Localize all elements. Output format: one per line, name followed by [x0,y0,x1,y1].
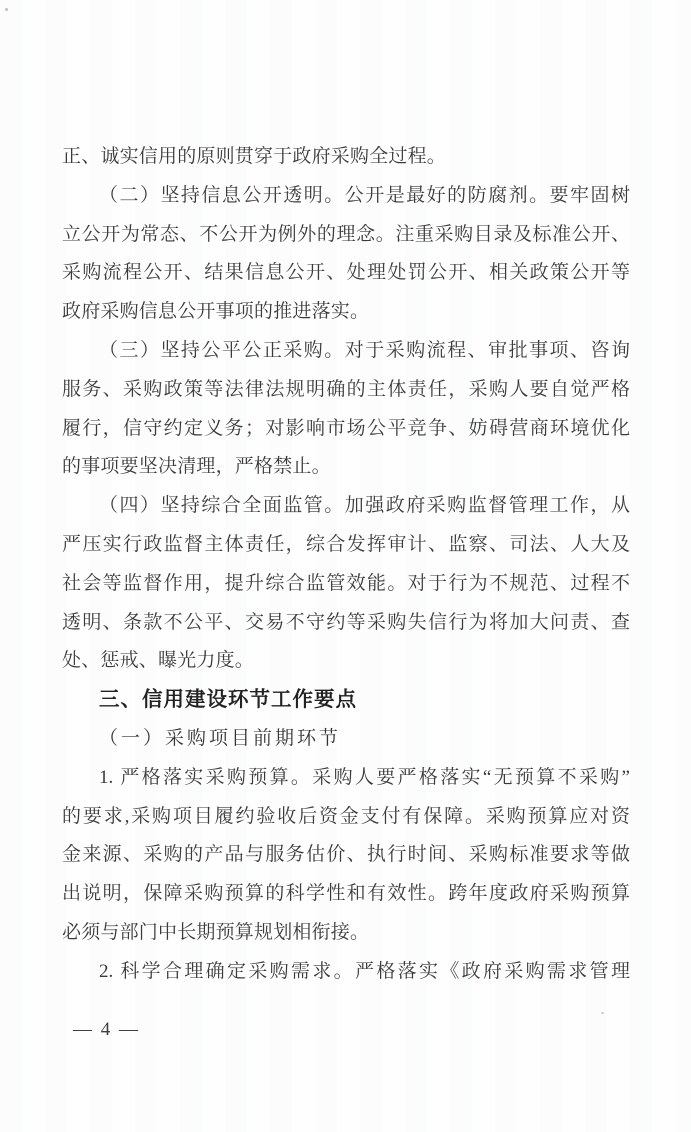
text-line: 服务、采购政策等法律法规明确的主体责任，采购人要自觉严格 [62,378,630,400]
text-line: 处、惩戒、曝光力度。 [62,650,255,672]
text-line: 严压实行政监督主体责任，综合发挥审计、监察、司法、人大及 [62,533,630,555]
subsection-heading: （一）采购项目前期环节 [99,727,342,749]
text-line: 履行，信守约定义务；对影响市场公平竞争、妨碍营商环境优化 [62,417,630,439]
text-line: 政府采购信息公开事项的推进落实。 [62,301,370,323]
scan-speck [5,8,8,11]
document-text-block [62,138,630,992]
text-line: 采购流程公开、结果信息公开、处理处罚公开、相关政策公开等 [62,262,630,284]
text-line: （二）坚持信息公开透明。公开是最好的防腐剂。要牢固树 [99,184,630,206]
text-line: 立公开为常态、不公开为例外的理念。注重采购目录及标准公开、 [62,223,630,245]
text-line: 透明、条款不公平、交易不守约等采购失信行为将加大问责、查 [62,611,630,633]
text-line: （三）坚持公平公正采购。对于采购流程、审批事项、咨询 [99,339,630,361]
text-line: 社会等监督作用，提升综合监管效能。对于行为不规范、过程不 [62,572,630,594]
text-line: 2. 科学合理确定采购需求。严格落实《政府采购需求管理 [99,960,630,982]
text-line: 的事项要坚决清理，严格禁止。 [62,456,331,478]
text-line: 1. 严格落实采购预算。采购人要严格落实“无预算不采购” [99,766,630,788]
section-heading: 三、信用建设环节工作要点 [99,688,357,712]
text-line: 出说明，保障采购预算的科学性和有效性。跨年度政府采购预算 [62,883,630,905]
scan-speck [601,1012,604,1014]
text-line: 金来源、采购的产品与服务估价、执行时间、采购标准要求等做 [62,844,630,866]
text-line: 的要求,采购项目履约验收后资金支付有保障。采购预算应对资 [62,805,630,827]
text-line: 必须与部门中长期预算规划相衔接。 [62,921,370,943]
page-number: — 4 — [73,1019,140,1040]
text-line: （四）坚持综合全面监管。加强政府采购监督管理工作，从 [99,495,630,517]
text-line: 正、诚实信用的原则贯穿于政府采购全过程。 [62,146,447,167]
